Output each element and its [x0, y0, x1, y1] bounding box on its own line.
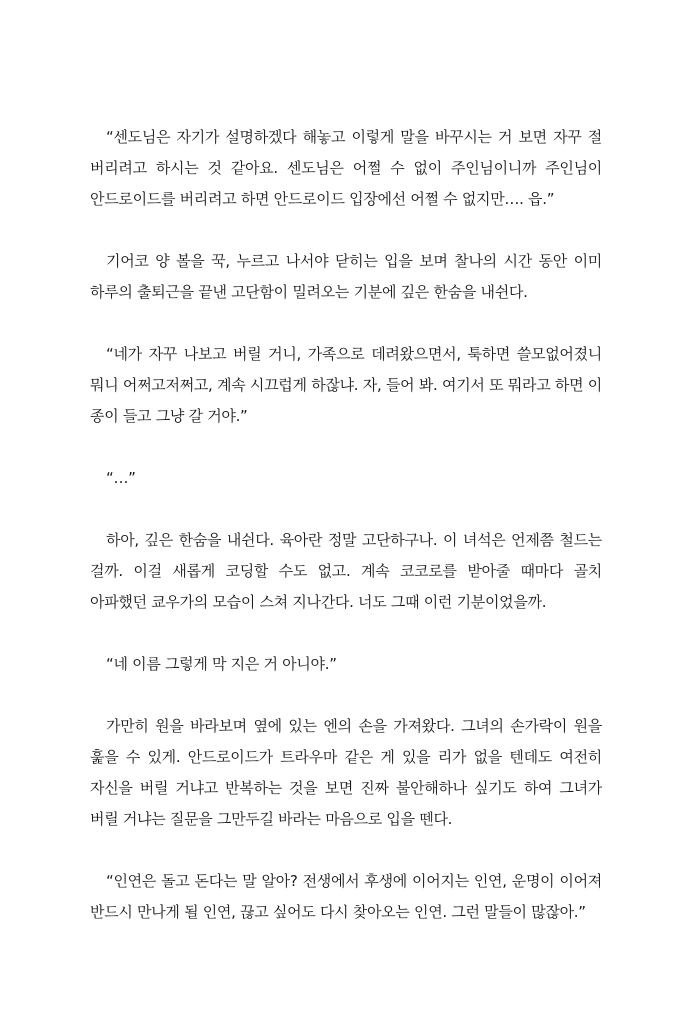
paragraph: “센도님은 자기가 설명하겠다 해놓고 이렇게 말을 바꾸시는 거 보면 자꾸 절 버리려고 하시는 것 같아요. 센도님은 어쩔 수 없이 주인님이니까 주인님이 안드로이드를 버리려고 하면 안드로이드 입장에선 어쩔 수 없지만…. 읍.”: [90, 128, 602, 208]
paragraph: 하아, 깊은 한숨을 내쉰다. 육아란 정말 고단하구나. 이 녀석은 언제쯤 철드는 걸까. 이걸 새롭게 코딩할 수도 없고. 계속 코코로를 받아줄 때마다 골치 아파했던 쿄우가의 모습이 스쳐 지나간다. 너도 그때 이런 기분이었을까.: [90, 531, 602, 611]
paragraph: “…”: [106, 469, 136, 487]
paragraph: “네 이름 그렇게 막 지은 거 아니야.”: [106, 655, 337, 673]
paragraph: 가만히 원을 바라보며 옆에 있는 엔의 손을 가져왔다. 그녀의 손가락이 원을 훑을 수 있게. 안드로이드가 트라우마 같은 게 있을 리가 없을 텐데도 여전히 자신을 버릴 거냐고 반복하는 것을 보면 진짜 불안해하나 싶기도 하여 그녀가 버릴 거냐는 질문을 그만두길 바라는 마음으로 입을 뗀다.: [90, 717, 602, 828]
body-text: [90, 122, 602, 959]
paragraph: “인연은 돌고 돈다는 말 알아? 전생에서 후생에 이어지는 인연, 운명이 이어져 반드시 만나게 될 인연, 끊고 싶어도 다시 찾아오는 인연. 그런 말들이 많잖아.”: [90, 872, 602, 921]
paragraph: 기어코 양 볼을 꾹, 누르고 나서야 닫히는 입을 보며 찰나의 시간 동안 이미 하루의 출퇴근을 끝낸 고단함이 밀려오는 기분에 깊은 한숨을 내쉰다.: [90, 252, 602, 301]
paragraph: “네가 자꾸 나보고 버릴 거니, 가족으로 데려왔으면서, 툭하면 쓸모없어졌니 뭐니 어쩌고저쩌고, 계속 시끄럽게 하잖냐. 자, 들어 봐. 여기서 또 뭐라고 하면 이 종이 들고 그냥 갈 거야.”: [90, 345, 602, 425]
